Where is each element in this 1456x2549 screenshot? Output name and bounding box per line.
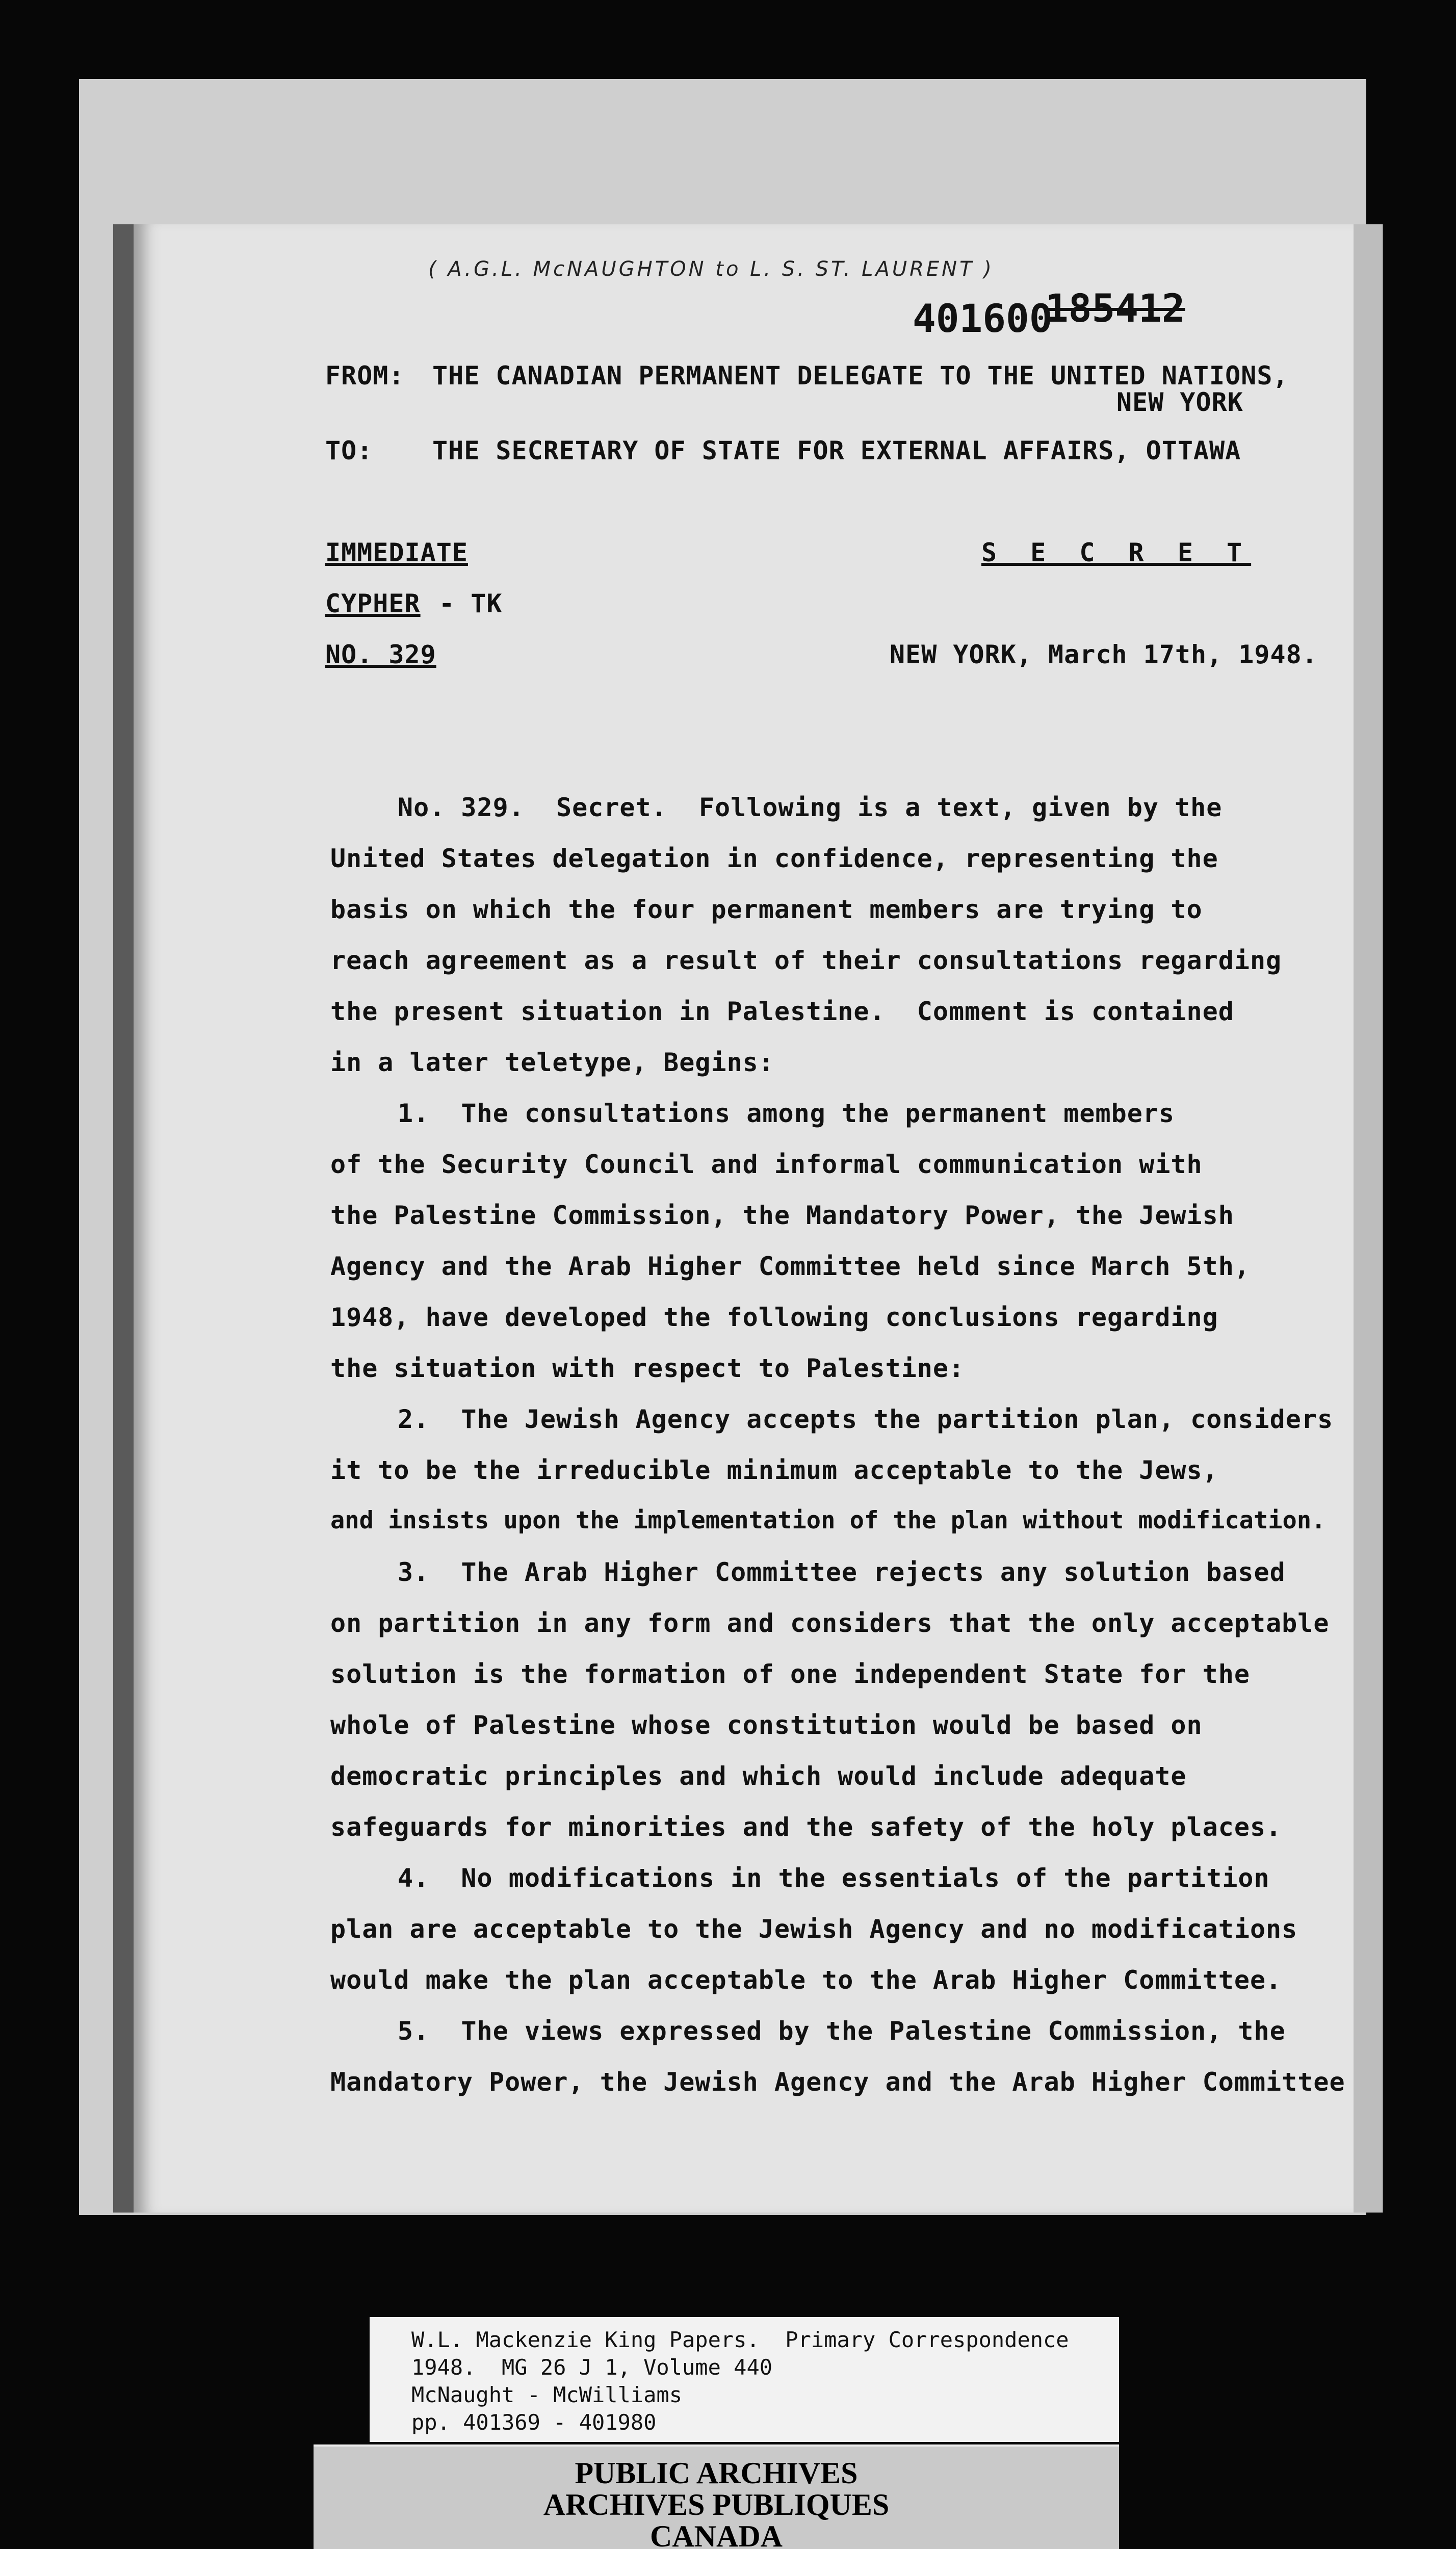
classification: S E C R E T: [981, 538, 1252, 567]
body-line: plan are acceptable to the Jewish Agency and no modifications: [330, 1914, 1298, 1944]
caption-line: pp. 401369 - 401980: [411, 2410, 657, 2435]
body-line: safeguards for minorities and the safety of the holy places.: [330, 1812, 1282, 1842]
caption-line: McNaught - McWilliams: [411, 2382, 683, 2407]
body-line: the situation with respect to Palestine:: [330, 1354, 965, 1383]
priority: IMMEDIATE: [325, 538, 468, 567]
body-line: 5. The views expressed by the Palestine Commission, the: [398, 2016, 1286, 2046]
place-date: NEW YORK, March 17th, 1948.: [890, 640, 1318, 669]
from-line-1: THE CANADIAN PERMANENT DELEGATE TO THE UNITED NATIONS,: [432, 361, 1289, 391]
from-label: FROM:: [325, 361, 405, 391]
body-line: on partition in any form and considers that the only acceptable: [330, 1608, 1330, 1638]
body-line: Agency and the Arab Higher Committee held since March 5th,: [330, 1252, 1250, 1281]
cypher-suffix: - TK: [423, 589, 503, 618]
body-line: of the Security Council and informal communication with: [330, 1150, 1203, 1179]
page-number: 401600: [913, 296, 1053, 341]
banner-line: PUBLIC ARCHIVES: [575, 2456, 858, 2490]
handwritten-note: ( A.G.L. McNAUGHTON to L. S. ST. LAURENT ): [428, 257, 994, 281]
archive-caption: [370, 2317, 1119, 2442]
cypher: CYPHER: [325, 589, 421, 618]
body-line: No. 329. Secret. Following is a text, given by the: [398, 793, 1223, 822]
body-line: the present situation in Palestine. Comment is contained: [330, 997, 1234, 1026]
body-line: 1948, have developed the following conclusions regarding: [330, 1303, 1218, 1332]
body-line: basis on which the four permanent members are trying to: [330, 895, 1203, 924]
body-line: 1. The consultations among the permanent members: [398, 1099, 1175, 1128]
page-edge: [1354, 224, 1382, 2213]
body-line: in a later teletype, Begins:: [330, 1048, 774, 1077]
body-line: democratic principles and which would include adequate: [330, 1761, 1187, 1791]
to-label: TO:: [325, 436, 373, 465]
body-line: the Palestine Commission, the Mandatory Power, the Jewish: [330, 1201, 1234, 1230]
body-line: United States delegation in confidence, representing the: [330, 844, 1218, 873]
banner-line: CANADA: [650, 2519, 783, 2549]
body-line: solution is the formation of one independent State for the: [330, 1659, 1250, 1689]
body-line: Mandatory Power, the Jewish Agency and the Arab Higher Committee: [330, 2067, 1345, 2097]
banner-line: ARCHIVES PUBLIQUES: [543, 2488, 890, 2521]
body-line: whole of Palestine whose constitution would be based on: [330, 1710, 1203, 1740]
body-line: reach agreement as a result of their consultations regarding: [330, 946, 1282, 975]
body-line: 4. No modifications in the essentials of the partition: [398, 1863, 1270, 1893]
struck-page-number: 185412: [1045, 285, 1185, 331]
from-line-2: NEW YORK: [1116, 387, 1243, 417]
archive-banner: [314, 2444, 1119, 2549]
body-line: 2. The Jewish Agency accepts the partition plan, considers: [398, 1404, 1334, 1434]
body-line: would make the plan acceptable to the Arab Higher Committee.: [330, 1965, 1282, 1995]
body-line: 3. The Arab Higher Committee rejects any solution based: [398, 1557, 1286, 1587]
body-line: and insists upon the implementation of the plan without modification.: [330, 1506, 1326, 1534]
message-number: NO. 329: [325, 640, 436, 669]
caption-line: 1948. MG 26 J 1, Volume 440: [411, 2355, 773, 2380]
body-line: it to be the irreducible minimum acceptable to the Jews,: [330, 1455, 1218, 1485]
caption-line: W.L. Mackenzie King Papers. Primary Correspondence: [411, 2327, 1069, 2352]
to-value: THE SECRETARY OF STATE FOR EXTERNAL AFFAIRS, OTTAWA: [432, 436, 1241, 465]
